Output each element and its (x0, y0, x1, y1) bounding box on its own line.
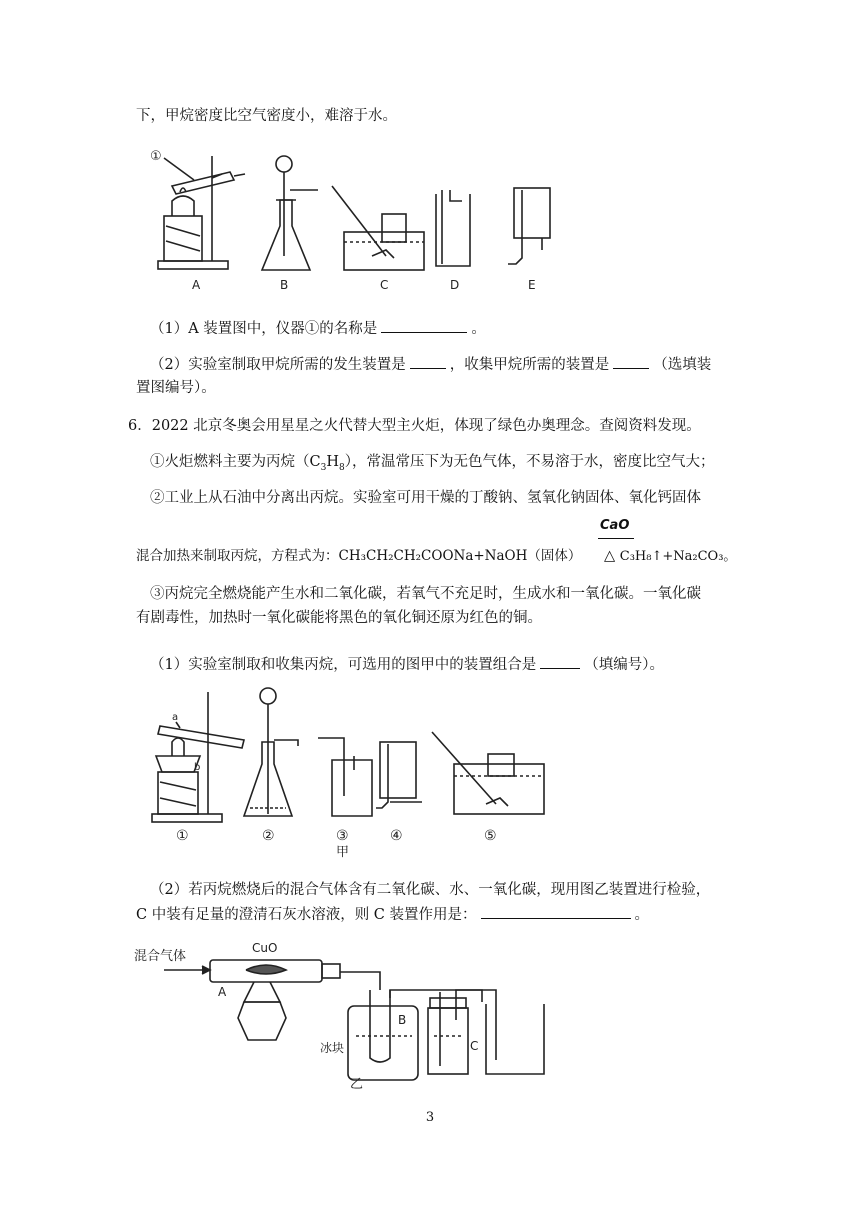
equation-products (604, 546, 736, 567)
fig1-label-a: A (192, 278, 201, 292)
q5-1-end: 。 (471, 321, 486, 337)
q6-paragraph-3-line2: 有剧毒性，加热时一氧化碳能将黑色的氧化铜还原为红色的铜。 (136, 610, 542, 626)
q6-1-end: （填编号）。 (584, 657, 664, 673)
q6-2-text: C 中装有足量的澄清石灰水溶液，则 C 装置作用是： (136, 907, 477, 923)
heat-symbol: △ (604, 548, 616, 564)
fig1-label-e: E (528, 278, 536, 292)
q6-p1-b: H (326, 454, 339, 470)
question-6-title: 6．2022 北京冬奥会用星星之火代替大型主火炬，体现了绿色办奥理念。查阅资料发现。 (128, 418, 701, 434)
q6-p1-sub2: 8 (338, 462, 345, 473)
page-number: 3 (425, 1110, 435, 1125)
q5-2-text-a: （2）实验室制取甲烷所需的发生装置是 (150, 357, 406, 373)
q6-paragraph-2: ②工业上从石油中分离出丙烷。实验室可用干燥的丁酸钠、氢氧化钠固体、氧化钙固体 (150, 490, 701, 506)
question-6-2-line2 (136, 904, 649, 925)
question-5-2-line2: 置图编号）。 (136, 380, 216, 396)
q6-p1-sub1: 3 (320, 462, 327, 473)
q6-p1-c: ），常温常压下为无色气体，不易溶于水，密度比空气大； (344, 454, 715, 470)
fig3-label-a: A (218, 985, 227, 999)
q6-1-text: （1）实验室制取和收集丙烷，可选用的图甲中的装置组合是 (150, 657, 537, 673)
equation-catalyst: CaO (600, 518, 630, 533)
fig2-label-2: ② (262, 828, 275, 844)
products-text: C₃H₈↑+Na₂CO₃。 (619, 549, 737, 564)
fig1-label-d: D (450, 278, 460, 292)
q6-2-end: 。 (634, 907, 650, 923)
fig2-label-3: ③ (336, 828, 349, 844)
figure-3-apparatus-yi (130, 940, 560, 1090)
fig2-label-1: ① (176, 828, 189, 844)
fig3-label-c: C (470, 1039, 479, 1053)
q5-1-text: （1）A 装置图中，仪器①的名称是 (150, 321, 378, 337)
fig3-label-b: B (398, 1013, 407, 1027)
fig2-label-b: b (194, 762, 201, 773)
q5-2-blank-1[interactable] (410, 354, 446, 369)
question-6-1 (150, 654, 664, 675)
fig3-caption: 乙 (350, 1077, 364, 1092)
q5-2-text-b: ，收集甲烷所需的装置是 (449, 357, 610, 373)
q6-1-answer-blank[interactable] (540, 654, 580, 669)
fig3-label-gas: 混合气体 (134, 949, 187, 964)
fig1-label-b: B (280, 278, 289, 292)
fig2-caption: 甲 (336, 845, 350, 860)
question-5-1 (150, 318, 486, 339)
q5-2-blank-2[interactable] (613, 354, 649, 369)
fig1-label-c: C (380, 278, 389, 292)
fig2-label-4: ④ (390, 828, 403, 844)
equation-reactants: 混合加热来制取丙烷，方程式为：CH₃CH₂CH₂COONa+NaOH（固体） (136, 548, 582, 564)
figure-1-apparatus (150, 146, 570, 296)
fig1-marker: ① (150, 149, 162, 164)
fig2-label-a: a (172, 712, 179, 723)
figure-2-apparatus-jia (150, 690, 550, 860)
q6-paragraph-2-equation (136, 546, 581, 566)
intro-line: 下，甲烷密度比空气密度小，难溶于水。 (136, 108, 397, 124)
q6-2-answer-blank[interactable] (481, 904, 631, 919)
question-6-2-line1: （2）若丙烷燃烧后的混合气体含有二氧化碳、水、一氧化碳，现用图乙装置进行检验， (150, 882, 711, 898)
equation-arrow-line (598, 538, 634, 539)
q6-paragraph-1 (150, 452, 714, 478)
q5-2-text-c: （选填装 (653, 357, 712, 373)
q6-paragraph-3-line1: ③丙烷完全燃烧能产生水和二氧化碳，若氧气不充足时，生成水和一氧化碳。一氧化碳 (150, 586, 701, 602)
fig2-label-5: ⑤ (484, 828, 497, 844)
fig3-label-cuo: CuO (252, 941, 278, 955)
q5-1-answer-blank[interactable] (381, 318, 467, 333)
question-5-2 (150, 354, 711, 375)
q6-p1-a: ①火炬燃料主要为丙烷（C (150, 454, 321, 470)
fig3-label-ice: 冰块 (320, 1041, 345, 1055)
